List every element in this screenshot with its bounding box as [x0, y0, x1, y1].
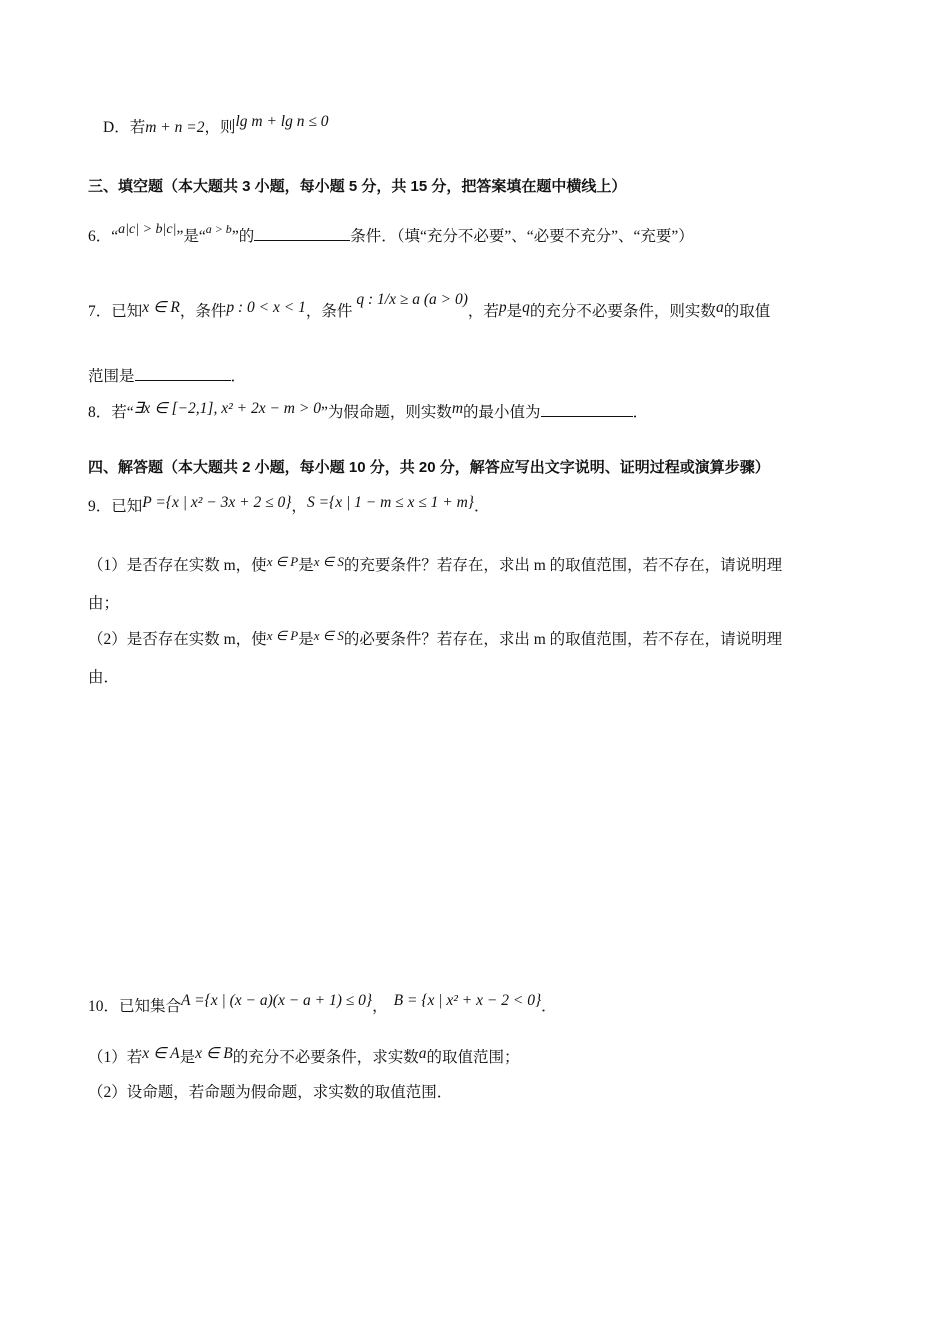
text: 的取值 — [723, 303, 771, 320]
question-7-line2 — [88, 366, 246, 387]
answer-blank[interactable] — [135, 366, 231, 381]
text: ． — [541, 998, 557, 1015]
text: 的取值范围； — [426, 1049, 520, 1066]
question-number: 7．已知 — [88, 303, 143, 320]
text: 条件．（填“充分不必要”、“必要不充分”、“充要”） — [350, 228, 694, 245]
math-expression: P ={x | x² − 3x + 2 ≤ 0} — [142, 494, 292, 511]
math-expression: S ={x | 1 − m ≤ x ≤ 1 + m} — [306, 494, 475, 511]
question-number: 10．已知集合 — [88, 998, 182, 1015]
text: ． — [632, 404, 649, 421]
text: ， — [372, 998, 388, 1015]
math-expression: x ∈ P — [266, 628, 299, 643]
text: 的充要条件？若存在，求出 m 的取值范围，若不存在，请说明理 — [343, 557, 783, 574]
question-number: 6． — [88, 228, 112, 245]
text: 是 — [179, 1049, 196, 1066]
answer-blank[interactable] — [541, 402, 633, 417]
question-number: 9．已知 — [88, 498, 143, 515]
text: ”是“ — [176, 228, 206, 245]
math-expression: p — [498, 299, 507, 316]
question-9-part-1 — [88, 556, 782, 576]
text: （1）若 — [88, 1049, 143, 1066]
question-9 — [88, 494, 490, 517]
text: ，条件 — [305, 303, 353, 320]
question-8 — [88, 402, 648, 423]
math-expression: x ∈ R — [142, 299, 180, 316]
math-expression: q : 1/x ≥ a (a > 0) — [356, 291, 468, 308]
text: ，条件 — [179, 303, 227, 320]
math-expression: q — [522, 299, 530, 316]
text: 的充分不必要条件，求实数 — [232, 1049, 419, 1066]
math-expression: a — [715, 299, 724, 316]
text: 的充分不必要条件，则实数 — [529, 303, 716, 320]
text: 的必要条件？若存在，求出 m 的取值范围，若不存在，请说明理 — [343, 631, 783, 648]
question-10-part-1 — [88, 1045, 520, 1068]
math-expression: a > b — [205, 222, 232, 236]
math-expression: lg m + lg n ≤ 0 — [235, 113, 329, 130]
question-number: 8．若“ — [88, 404, 134, 421]
question-9-part-2-cont: 由． — [88, 669, 120, 686]
text: 是 — [298, 631, 314, 648]
math-expression: x ∈ B — [195, 1045, 233, 1062]
text: 是 — [506, 303, 523, 320]
math-expression: m — [451, 400, 464, 417]
text: ． — [230, 368, 247, 385]
math-expression: B = {x | x² + x − 2 < 0} — [393, 992, 542, 1009]
text: ， — [291, 498, 307, 515]
math-expression: a|c| > b|c| — [118, 222, 177, 237]
text: ”的 — [231, 228, 255, 245]
text: （2）是否存在实数 m，使 — [88, 631, 267, 648]
math-expression: m + n =2 — [145, 119, 205, 136]
section-heading-solutions: 四、解答题（本大题共 2 小题，每小题 10 分，共 20 分，解答应写出文字说明、证明过程或演算步骤） — [88, 459, 770, 476]
question-10 — [88, 992, 557, 1017]
math-expression: x ∈ A — [142, 1045, 180, 1062]
text: 是 — [298, 557, 314, 574]
question-7 — [88, 291, 771, 322]
math-expression: p : 0 < x < 1 — [226, 299, 306, 316]
question-9-part-2 — [88, 630, 782, 650]
option-label: D．若 — [103, 119, 146, 136]
text: 范围是 — [88, 368, 135, 385]
question-6 — [88, 222, 694, 248]
text: ． — [474, 498, 490, 515]
question-10-part-2: （2）设命题，若命题为假命题，求实数的取值范围． — [88, 1084, 453, 1101]
text: （1）是否存在实数 m，使 — [88, 557, 267, 574]
text: “ — [111, 228, 119, 245]
text: ”为假命题，则实数 — [320, 404, 452, 421]
math-expression: x ∈ S — [313, 554, 344, 569]
section-heading-fill-blank: 三、填空题（本大题共 3 小题，每小题 5 分，共 15 分，把答案填在题中横线上） — [88, 178, 627, 195]
question-9-part-1-cont: 由； — [88, 595, 120, 612]
math-expression: ∃x ∈ [−2,1], x² + 2x − m > 0 — [133, 400, 321, 417]
math-expression: x ∈ P — [266, 554, 299, 569]
math-expression: a — [418, 1045, 427, 1062]
text: ，若 — [467, 303, 499, 320]
text: 的最小值为 — [463, 404, 541, 421]
option-d — [103, 113, 329, 138]
answer-blank[interactable] — [254, 226, 350, 241]
math-expression: x ∈ S — [313, 628, 344, 643]
math-expression: A ={x | (x − a)(x − a + 1) ≤ 0} — [181, 992, 373, 1009]
text: ，则 — [204, 119, 236, 136]
